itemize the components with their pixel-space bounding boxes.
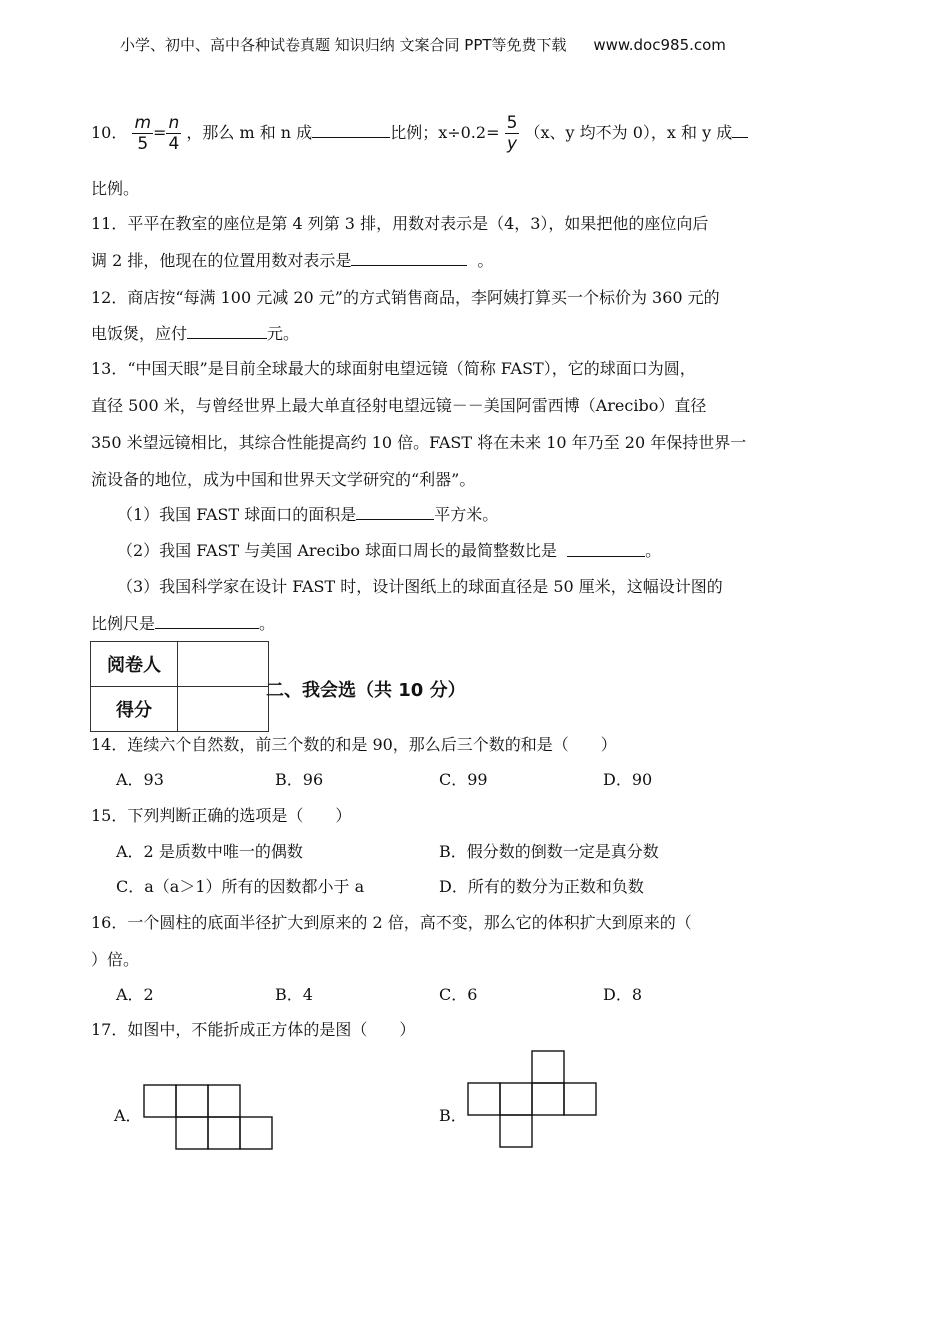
question-13-sub1: （1）我国 FAST 球面口的面积是 平方米。 xyxy=(117,505,499,524)
question-10-line2: 比例。 xyxy=(91,179,140,198)
reviewer-label: 阅卷人 xyxy=(91,642,178,687)
option-b[interactable]: B．4 xyxy=(275,985,313,1004)
option-d[interactable]: D．90 xyxy=(603,770,653,789)
question-12-line1: 12．商店按“每满 100 元减 20 元”的方式销售商品，李阿姨打算买一个标价为 360 元的 xyxy=(91,288,720,307)
header-url[interactable]: www.doc985.com xyxy=(593,36,726,54)
question-10: 10． $\frac{m}{5}$ = $\frac{n}{4}$ ，那么 m 和 n 成 比例；x÷0.2= $\frac{5}{y}$ （x、y 均不为 0），x 和 y 成 xyxy=(91,113,748,154)
section-2-title: 二、我会选（共 10 分） xyxy=(266,680,466,701)
question-13-line3: 350 米望远镜相比，其综合性能提高约 10 倍。FAST 将在未来 10 年乃至 20 年保持世界一 xyxy=(91,433,747,452)
cube-net-b[interactable] xyxy=(468,1051,596,1147)
fraction-m-over-5: $\frac{m}{5}$ xyxy=(134,113,152,154)
question-14-stem: 14．连续六个自然数，前三个数的和是 90，那么后三个数的和是（ ） xyxy=(91,735,617,754)
score-label: 得分 xyxy=(91,687,178,732)
option-a[interactable]: A．2 xyxy=(116,985,154,1004)
question-13-sub3-line2: 比例尺是 。 xyxy=(91,614,276,633)
option-a[interactable]: A．93 xyxy=(116,770,164,789)
question-13-line1: 13．“中国天眼”是目前全球最大的球面射电望远镜（简称 FAST），它的球面口为圆， xyxy=(91,359,696,378)
question-17-stem: 17．如图中，不能折成正方体的是图（ ） xyxy=(91,1020,416,1039)
option-d[interactable]: D．所有的数分为正数和负数 xyxy=(439,877,644,896)
question-11-line1: 11．平平在教室的座位是第 4 列第 3 排，用数对表示是（4，3），如果把他的座位向后 xyxy=(91,214,709,233)
cube-net-a[interactable] xyxy=(144,1085,272,1149)
question-15-stem: 15．下列判断正确的选项是（ ） xyxy=(91,806,352,825)
option-b[interactable]: B．96 xyxy=(275,770,324,789)
equals-sign: = xyxy=(153,123,167,142)
question-13-line4: 流设备的地位，成为中国和世界天文学研究的“利器”。 xyxy=(91,470,476,489)
header-text: 小学、初中、高中各种试卷真题 知识归纳 文案合同 PPT等免费下载 xyxy=(120,36,567,54)
question-16-line1: 16．一个圆柱的底面半径扩大到原来的 2 倍，高不变，那么它的体积扩大到原来的（ xyxy=(91,913,692,932)
fraction-5-over-y: $\frac{5}{y}$ xyxy=(506,113,518,154)
option-b[interactable]: B．假分数的倒数一定是真分数 xyxy=(439,842,659,861)
question-13-sub3: （3）我国科学家在设计 FAST 时，设计图纸上的球面直径是 50 厘米，这幅设计图的 xyxy=(117,577,723,596)
question-11-line2: 调 2 排，他现在的位置用数对表示是 。 xyxy=(91,251,494,270)
option-a[interactable]: A．2 是质数中唯一的偶数 xyxy=(116,842,303,861)
figure-a-label[interactable]: A． xyxy=(114,1106,142,1125)
option-c[interactable]: C．a（a＞1）所有的因数都小于 a xyxy=(116,877,365,896)
option-d[interactable]: D．8 xyxy=(603,985,643,1004)
question-13-sub2: （2）我国 FAST 与美国 Arecibo 球面口周长的最简整数比是 。 xyxy=(117,541,662,560)
question-number: 10． xyxy=(91,123,128,142)
question-16-line2: ）倍。 xyxy=(91,950,140,969)
figure-b-label[interactable]: B． xyxy=(439,1106,467,1125)
fraction-n-over-4: $\frac{n}{4}$ xyxy=(168,113,180,154)
question-12-line2: 电饭煲，应付 元。 xyxy=(91,324,300,343)
question-13-line2: 直径 500 米，与曾经世界上最大单直径射电望远镜－－美国阿雷西博（Arecibo）直径 xyxy=(91,396,707,415)
option-c[interactable]: C．6 xyxy=(439,985,478,1004)
option-c[interactable]: C．99 xyxy=(439,770,488,789)
